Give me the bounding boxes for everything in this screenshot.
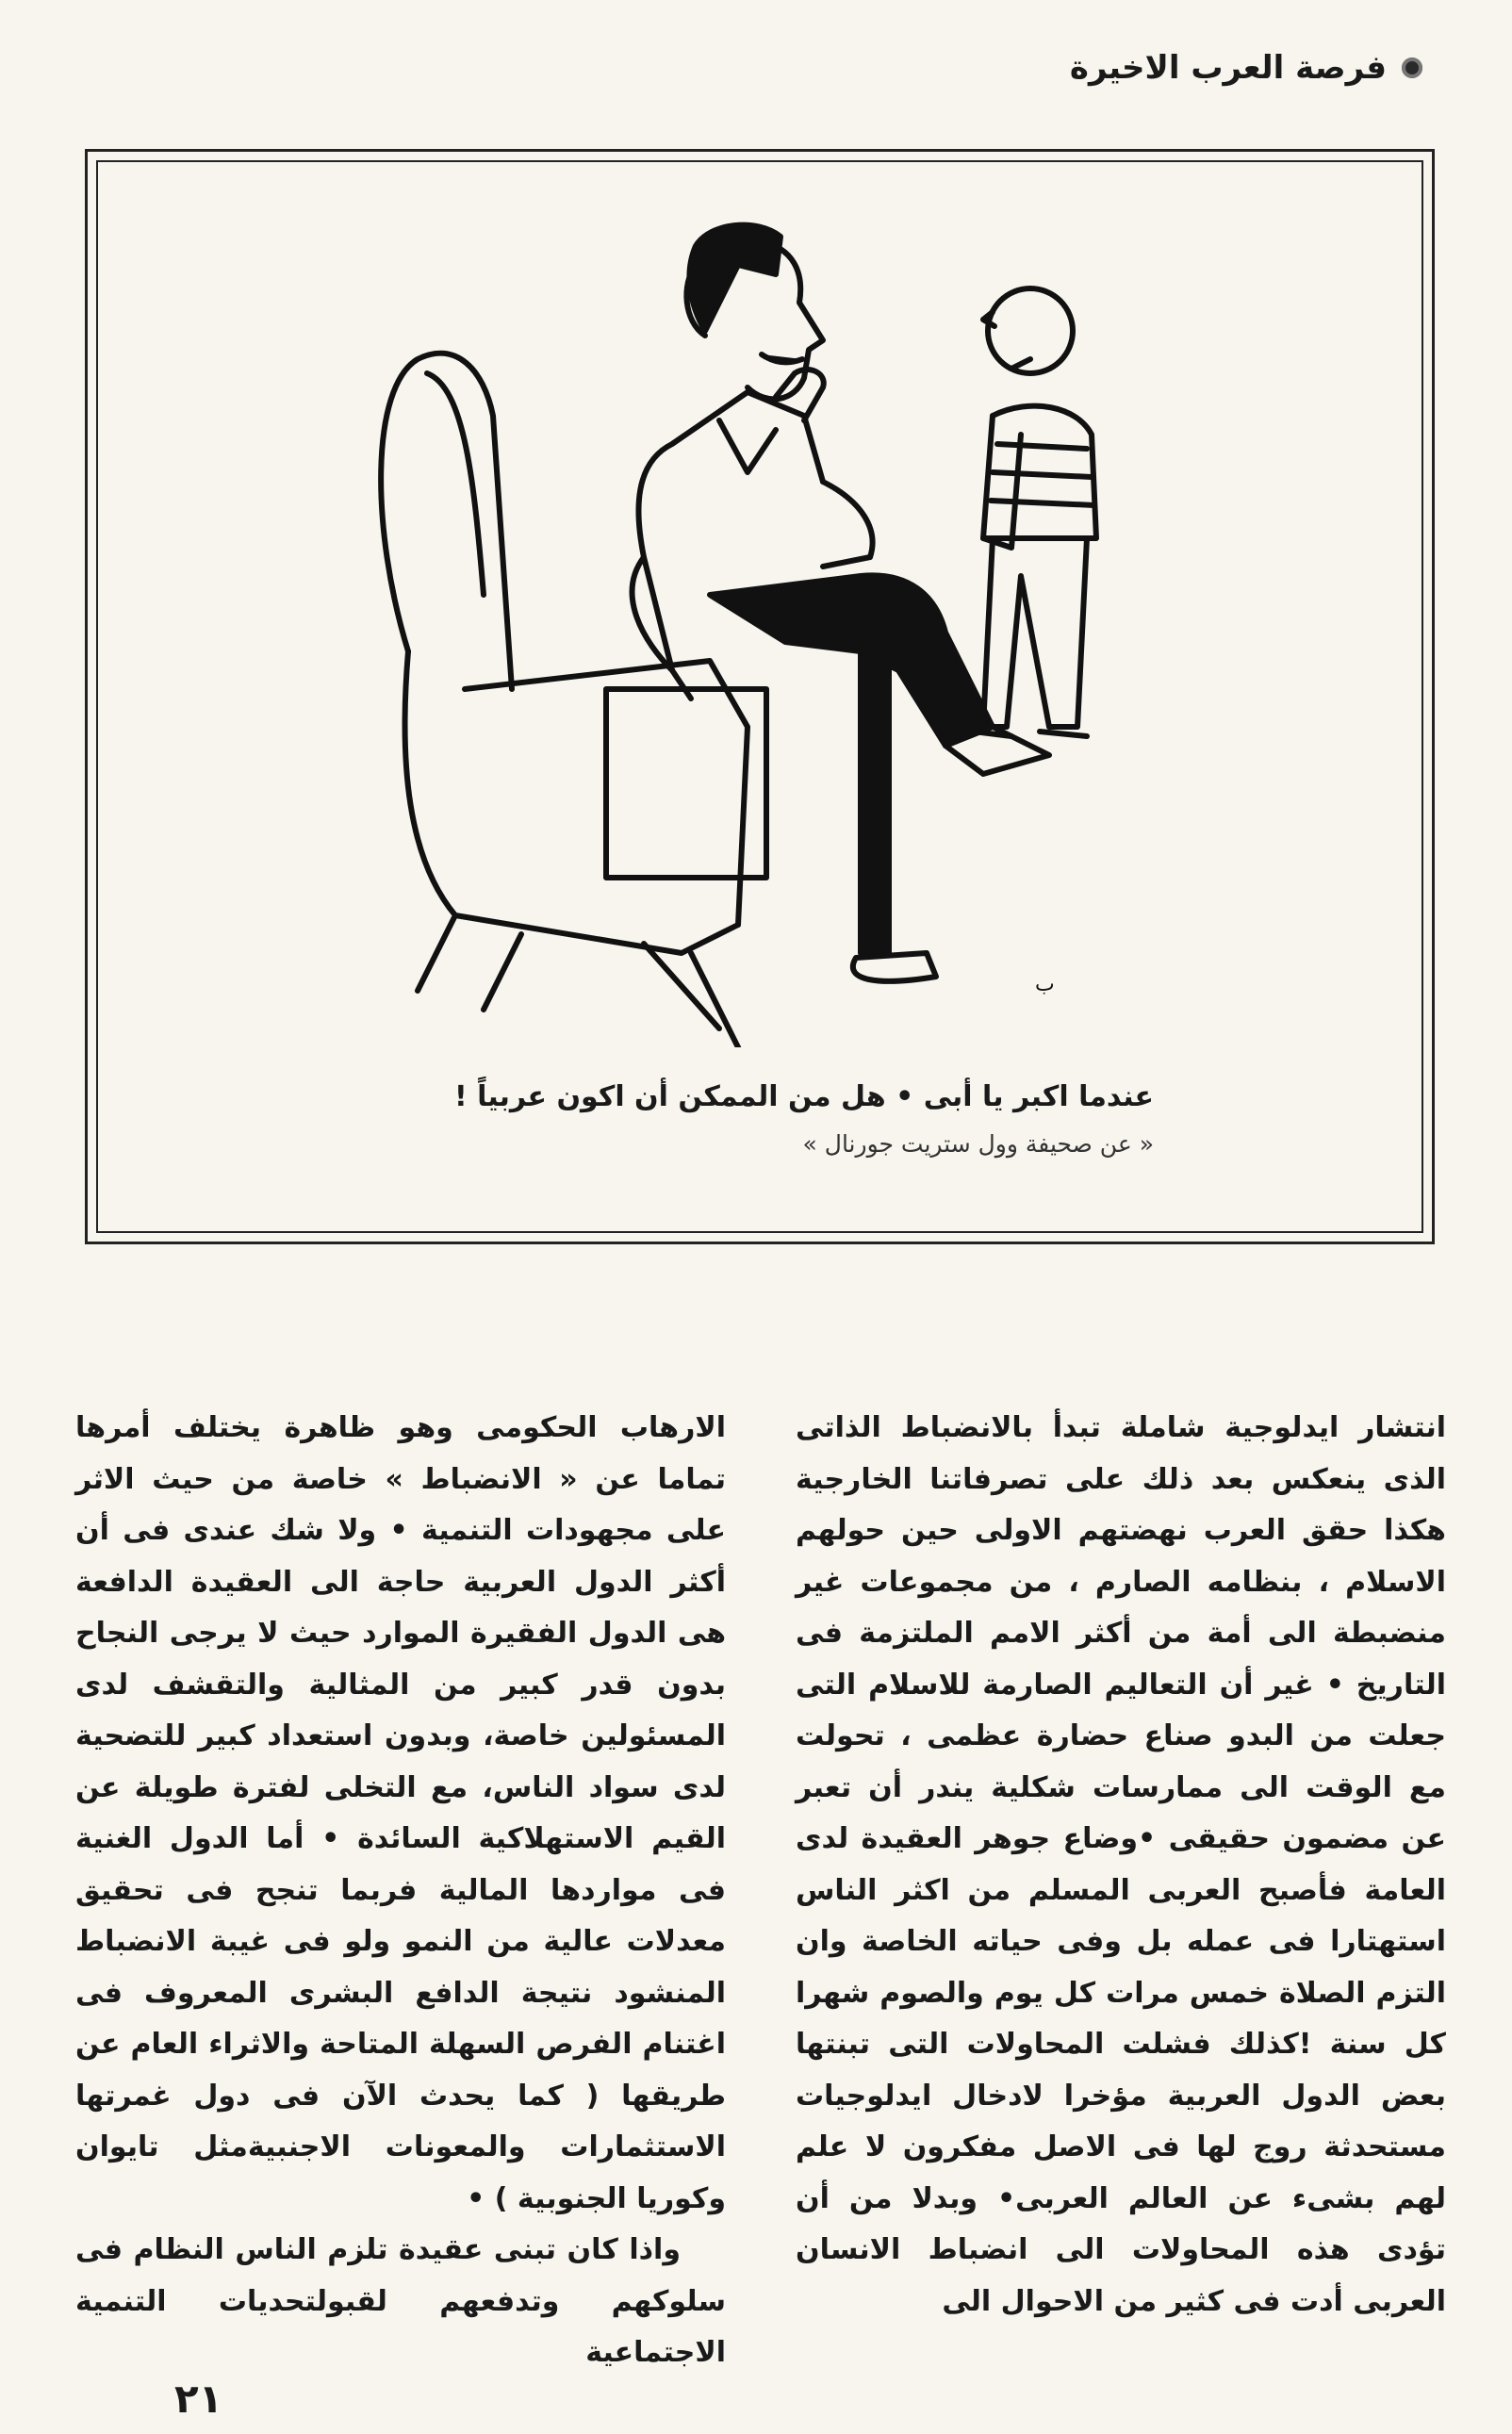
paragraph: الارهاب الحكومى وهو ظاهرة يختلف أمرها تماما عن « الانضباط » خاصة من حيث الاثر على مجهودات التنمية • ولا شك عندى فى أن أكثر الدول العربية حاجة الى العقيدة الدافعة هى الدول الفقيرة الموارد حيث لا يرجى النجاح بدون قدر كبير من المثالية والتقشف لدى المسئولين خاصة، وبدون استعداد كبير للتضحية لدى سواد الناس، مع التخلى لفترة طويلة عن القيم الاستهلاكية السائدة • أما الدول الغنية فى مواردها المالية فربما تنجح فى تحقيق معدلات عالية من النمو ولو فى غيبة الانضباط المنشود نتيجة الدافع البشرى المعروف فى اغتنام الفرص السهلة المتاحة والاثراء العام عن طريقها ( كما يحدث الآن فى دول غمرتها الاستثمارات والمعونات الاجنبيةمثل تايوان وكوريا الجنوبية ) •: [75, 1411, 726, 2215]
paragraph: واذا كان تبنى عقيدة تلزم الناس النظام فى سلوكهم وتدفعهم لقبولتحديات التنمية الاجتماعية: [75, 2233, 726, 2369]
paragraph: انتشار ايدلوجية شاملة تبدأ بالانضباط الذاتى الذى ينعكس بعد ذلك على تصرفاتنا الخارجية هكذا حقق العرب نهضتهم الاولى حين حولهم الاسلام ، بنظامه الصارم ، من مجموعات غير منضبطة الى أمة من أكثر الامم الملتزمة فى التاريخ • غير أن التعاليم الصارمة للاسلام التى جعلت من البدو صناع حضارة عظمى ، تحولت مع الوقت الى ممارسات شكلية يندر أن تعبر عن مضمون حقيقى •وضاع جوهر العقيدة لدى العامة فأصبح العربى المسلم من اكثر الناس استهتارا فى عمله بل وفى حياته الخاصة وان التزم الصلاة خمس مرات كل يوم والصوم شهرا كل سنة !كذلك فشلت المحاولات التى تبنتها بعض الدول العربية مؤخرا لادخال ايدلوجيات مستحدثة روج لها فى الاصل مفكرون لا علم لهم بشىء عن العالم العربى• وبدلا من أن تؤدى هذه المحاولات الى انضباط الانسان العربى أدت فى كثير من الاحوال الى: [796, 1411, 1446, 2318]
figure-source: « عن صحيفة وول ستريت جورنال »: [802, 1130, 1154, 1158]
running-title: فرصة العرب الاخيرة: [1069, 49, 1387, 87]
cartoon-illustration: [333, 199, 1219, 1047]
figure-caption: عندما اكبر يا أبى • هل من الممكن أن اكون عربياً !: [453, 1080, 1154, 1113]
cartoon-frame: [85, 149, 1435, 1244]
text-column-right: [796, 1403, 1446, 2327]
page-number: ٢١: [174, 2376, 223, 2422]
cartoonist-signature: ب: [1035, 973, 1055, 996]
text-column-left: [75, 1403, 726, 2379]
bullet-icon: [1402, 58, 1422, 78]
running-head: [1070, 49, 1422, 87]
